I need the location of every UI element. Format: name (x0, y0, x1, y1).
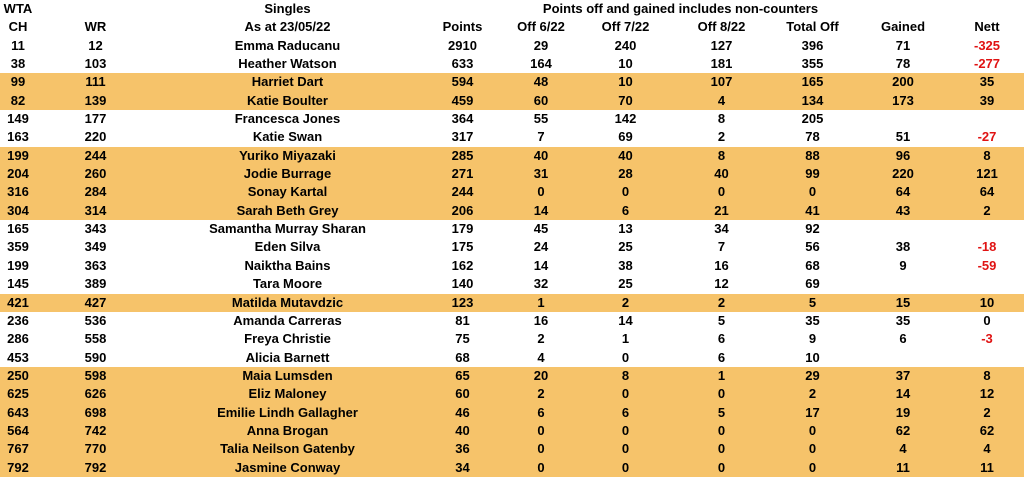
cell-wr: 12 (88, 37, 103, 53)
cell-gained: 43 (895, 202, 911, 218)
cell-player: Eden Silva (254, 239, 321, 255)
column-header-off-6-22: Off 6/22 (517, 19, 565, 35)
cell-wr: 427 (84, 294, 107, 310)
cell-ch: 304 (7, 202, 29, 218)
cell-gained: 71 (895, 37, 911, 53)
cell-off-8-22: 16 (714, 257, 729, 273)
cell-off-6-22: 31 (533, 166, 549, 182)
cell-points: 175 (451, 239, 474, 255)
cell-total-off: 10 (805, 349, 820, 365)
cell-nett: 11 (980, 459, 994, 475)
cell-wr: 698 (84, 404, 107, 420)
cell-off-6-22: 20 (533, 367, 549, 383)
cell-off-6-22: 32 (533, 276, 549, 292)
cell-off-7-22: 6 (621, 404, 630, 420)
cell-gained: 14 (895, 386, 911, 402)
cell-wr: 389 (84, 276, 107, 292)
cell-off-8-22: 6 (717, 331, 726, 347)
column-header-wr: WR (84, 19, 107, 35)
cell-ch: 643 (7, 404, 29, 420)
column-header-points: Points (442, 19, 483, 35)
cell-ch: 767 (7, 441, 29, 457)
cell-points: 36 (455, 441, 470, 457)
cell-off-6-22: 0 (537, 441, 545, 457)
cell-points: 206 (451, 202, 474, 218)
cell-player: Emma Raducanu (234, 37, 341, 53)
cell-player: Heather Watson (238, 56, 337, 72)
table-row (0, 37, 1024, 55)
cell-ch: 286 (7, 331, 29, 347)
cell-nett: -27 (977, 129, 997, 145)
cell-off-7-22: 25 (618, 276, 633, 292)
cell-off-7-22: 13 (618, 221, 633, 237)
singles-label: Singles (264, 1, 311, 16)
cell-off-7-22: 142 (614, 111, 637, 127)
cell-off-6-22: 29 (533, 37, 549, 53)
cell-ch: 453 (7, 349, 29, 365)
cell-player: Freya Christie (244, 331, 331, 347)
cell-player: Anna Brogan (246, 422, 329, 438)
cell-player: Katie Boulter (247, 92, 328, 108)
table-row (0, 165, 1024, 183)
cell-off-8-22: 127 (710, 37, 733, 53)
cell-total-off: 0 (808, 441, 817, 457)
cell-off-7-22: 69 (618, 129, 633, 145)
cell-off-7-22: 70 (618, 92, 633, 108)
cell-total-off: 355 (801, 56, 824, 72)
cell-off-6-22: 0 (537, 422, 545, 438)
cell-off-7-22: 6 (621, 202, 630, 218)
cell-off-6-22: 2 (537, 386, 545, 402)
cell-nett: 35 (979, 74, 995, 90)
cell-nett: -277 (973, 56, 1001, 72)
cell-ch: 236 (7, 312, 29, 328)
cell-player: Jodie Burrage (243, 166, 332, 182)
cell-player: Harriet Dart (251, 74, 324, 90)
cell-points: 594 (451, 74, 474, 90)
cell-ch: 163 (7, 129, 29, 145)
table-row (0, 422, 1024, 440)
cell-nett: 39 (979, 92, 995, 108)
cell-total-off: 92 (805, 221, 820, 237)
cell-points: 271 (451, 166, 474, 182)
cell-ch: 165 (7, 221, 29, 237)
cell-off-6-22: 14 (533, 257, 549, 273)
cell-off-7-22: 40 (618, 147, 633, 163)
cell-total-off: 0 (808, 459, 817, 475)
table-row (0, 440, 1024, 458)
cell-gained: 11 (896, 459, 910, 475)
cell-off-6-22: 164 (530, 56, 552, 72)
cell-off-6-22: 0 (537, 184, 545, 200)
cell-nett: 8 (983, 367, 991, 383)
table-row (0, 312, 1024, 330)
cell-ch: 99 (10, 74, 26, 90)
column-header-nett: Nett (974, 19, 1000, 35)
cell-total-off: 56 (805, 239, 820, 255)
cell-wr: 139 (84, 92, 107, 108)
cell-player: Samantha Murray Sharan (209, 221, 366, 237)
cell-points: 633 (451, 56, 474, 72)
cell-gained: 51 (895, 129, 911, 145)
cell-off-7-22: 0 (621, 422, 630, 438)
cell-points: 34 (455, 459, 470, 475)
cell-gained: 19 (895, 404, 911, 420)
cell-off-8-22: 0 (717, 422, 726, 438)
wta-label: WTA (3, 1, 33, 16)
cell-player: Sonay Kartal (247, 184, 328, 200)
cell-off-8-22: 4 (717, 92, 726, 108)
cell-player: Maia Lumsden (242, 367, 333, 383)
cell-wr: 260 (84, 166, 107, 182)
cell-ch: 38 (10, 56, 26, 72)
cell-total-off: 17 (805, 404, 820, 420)
cell-gained: 9 (899, 257, 907, 273)
cell-player: Talia Neilson Gatenby (220, 441, 355, 457)
cell-total-off: 134 (801, 92, 824, 108)
table-row (0, 257, 1024, 275)
table-row (0, 275, 1024, 293)
cell-ch: 792 (7, 459, 29, 475)
cell-total-off: 9 (808, 331, 817, 347)
column-header-player: As at 23/05/22 (244, 19, 331, 35)
cell-total-off: 5 (808, 294, 817, 310)
cell-off-8-22: 0 (717, 441, 726, 457)
cell-ch: 359 (7, 239, 29, 255)
cell-points: 364 (451, 111, 474, 127)
cell-wr: 363 (84, 257, 107, 273)
cell-total-off: 68 (805, 257, 820, 273)
table-row (0, 110, 1024, 128)
column-header-off-8-22: Off 8/22 (697, 19, 746, 35)
cell-gained: 220 (892, 166, 914, 182)
table-row (0, 385, 1024, 403)
cell-gained: 64 (895, 184, 911, 200)
cell-wr: 314 (84, 202, 107, 218)
cell-ch: 250 (7, 367, 29, 383)
cell-wr: 626 (84, 386, 107, 402)
cell-total-off: 165 (801, 74, 824, 90)
cell-wr: 598 (84, 367, 107, 383)
cell-total-off: 396 (801, 37, 824, 53)
cell-wr: 220 (84, 129, 107, 145)
cell-off-8-22: 40 (714, 166, 729, 182)
cell-player: Amanda Carreras (233, 312, 342, 328)
cell-off-7-22: 8 (621, 367, 630, 383)
cell-off-6-22: 60 (533, 92, 549, 108)
cell-gained: 96 (895, 147, 911, 163)
cell-ch: 199 (7, 257, 29, 273)
cell-wr: 111 (85, 74, 106, 90)
table-row (0, 73, 1024, 91)
cell-off-8-22: 8 (717, 147, 726, 163)
cell-total-off: 78 (805, 129, 820, 145)
cell-off-7-22: 0 (621, 441, 630, 457)
cell-off-8-22: 181 (710, 56, 733, 72)
cell-off-7-22: 0 (621, 386, 630, 402)
cell-off-8-22: 5 (717, 404, 726, 420)
cell-gained: 38 (895, 239, 911, 255)
table-row (0, 183, 1024, 201)
table-row (0, 404, 1024, 422)
cell-off-6-22: 4 (537, 349, 545, 365)
cell-wr: 103 (84, 56, 107, 72)
cell-player: Emilie Lindh Gallagher (217, 404, 358, 420)
cell-off-6-22: 14 (533, 202, 549, 218)
table-row (0, 367, 1024, 385)
cell-player: Tara Moore (252, 276, 323, 292)
cell-player: Alicia Barnett (245, 349, 330, 365)
cell-player: Matilda Mutavdzic (231, 294, 344, 310)
cell-total-off: 41 (805, 202, 820, 218)
cell-off-7-22: 28 (618, 166, 633, 182)
cell-total-off: 0 (808, 184, 817, 200)
table-row (0, 459, 1024, 477)
cell-ch: 564 (7, 422, 29, 438)
cell-total-off: 29 (805, 367, 820, 383)
cell-off-7-22: 38 (618, 257, 633, 273)
cell-points: 179 (451, 221, 474, 237)
cell-nett: -3 (981, 331, 993, 347)
cell-off-8-22: 0 (717, 459, 726, 475)
cell-ch: 625 (7, 386, 29, 402)
cell-player: Jasmine Conway (234, 459, 341, 475)
cell-nett: 4 (983, 441, 991, 457)
cell-points: 65 (455, 367, 470, 383)
cell-total-off: 35 (805, 312, 820, 328)
cell-player: Naiktha Bains (244, 257, 331, 273)
cell-total-off: 99 (805, 166, 820, 182)
cell-nett: 8 (983, 147, 991, 163)
cell-gained: 173 (892, 92, 914, 108)
cell-off-8-22: 0 (717, 386, 726, 402)
cell-gained: 15 (895, 294, 911, 310)
cell-off-8-22: 12 (714, 276, 729, 292)
column-header-total-off: Total Off (786, 19, 839, 35)
cell-wr: 349 (84, 239, 107, 255)
table-row (0, 220, 1024, 238)
cell-ch: 11 (11, 37, 25, 53)
cell-gained: 4 (899, 441, 907, 457)
column-header-ch: CH (8, 19, 28, 35)
cell-points: 285 (451, 147, 474, 163)
cell-ch: 421 (7, 294, 29, 310)
cell-off-8-22: 2 (717, 129, 726, 145)
cell-points: 46 (455, 404, 470, 420)
cell-off-7-22: 10 (618, 56, 633, 72)
cell-points: 68 (455, 349, 470, 365)
cell-total-off: 0 (808, 422, 817, 438)
cell-gained: 37 (895, 367, 911, 383)
cell-total-off: 69 (805, 276, 820, 292)
cell-player: Yuriko Miyazaki (239, 147, 336, 163)
cell-gained: 78 (895, 56, 911, 72)
cell-nett: 10 (979, 294, 995, 310)
cell-points: 2910 (448, 37, 477, 53)
cell-off-8-22: 0 (717, 184, 726, 200)
cell-nett: -59 (977, 257, 997, 273)
cell-off-8-22: 34 (714, 221, 729, 237)
cell-points: 317 (451, 129, 474, 145)
cell-off-7-22: 0 (621, 349, 630, 365)
cell-total-off: 2 (808, 386, 817, 402)
cell-off-7-22: 0 (621, 459, 630, 475)
cell-off-6-22: 7 (537, 129, 545, 145)
cell-off-6-22: 6 (537, 404, 545, 420)
table-row (0, 349, 1024, 367)
points-note-label: Points off and gained includes non-counters (542, 1, 819, 16)
cell-points: 75 (455, 331, 470, 347)
cell-points: 40 (455, 422, 470, 438)
table-row (0, 238, 1024, 256)
cell-total-off: 88 (805, 147, 820, 163)
cell-wr: 343 (84, 221, 107, 237)
cell-gained: 6 (899, 331, 907, 347)
table-row (0, 147, 1024, 165)
cell-off-8-22: 7 (717, 239, 726, 255)
cell-points: 459 (451, 92, 474, 108)
cell-off-8-22: 5 (717, 312, 726, 328)
cell-points: 244 (451, 184, 474, 200)
cell-points: 60 (455, 386, 470, 402)
column-header-off-7-22: Off 7/22 (601, 19, 650, 35)
cell-ch: 316 (7, 184, 29, 200)
table-body (0, 37, 1024, 477)
cell-wr: 590 (84, 349, 107, 365)
cell-wr: 770 (84, 441, 107, 457)
group-header-row (0, 0, 1024, 18)
cell-gained: 200 (892, 74, 914, 90)
cell-ch: 145 (7, 276, 29, 292)
cell-gained: 62 (895, 422, 911, 438)
column-header-row (0, 18, 1024, 36)
table-row (0, 294, 1024, 312)
cell-gained: 35 (895, 312, 911, 328)
cell-off-6-22: 55 (533, 111, 549, 127)
cell-off-7-22: 10 (618, 74, 633, 90)
cell-off-8-22: 1 (717, 367, 726, 383)
table-row (0, 330, 1024, 348)
cell-wr: 558 (84, 331, 107, 347)
cell-wr: 177 (84, 111, 107, 127)
cell-nett: 2 (983, 202, 991, 218)
cell-off-6-22: 0 (537, 459, 545, 475)
cell-ch: 82 (10, 92, 26, 108)
table-row (0, 92, 1024, 110)
cell-ch: 199 (7, 147, 29, 163)
cell-nett: -325 (973, 37, 1001, 53)
cell-points: 162 (451, 257, 474, 273)
cell-off-8-22: 8 (717, 111, 726, 127)
cell-off-8-22: 107 (710, 74, 733, 90)
cell-off-6-22: 45 (533, 221, 549, 237)
cell-player: Francesca Jones (234, 111, 341, 127)
cell-points: 81 (455, 312, 470, 328)
cell-off-8-22: 6 (717, 349, 726, 365)
cell-off-8-22: 2 (717, 294, 726, 310)
cell-player: Eliz Maloney (248, 386, 327, 402)
cell-ch: 204 (7, 166, 29, 182)
cell-off-7-22: 0 (621, 184, 630, 200)
cell-player: Sarah Beth Grey (236, 202, 339, 218)
cell-total-off: 205 (801, 111, 824, 127)
cell-wr: 284 (84, 184, 107, 200)
cell-nett: 2 (983, 404, 991, 420)
cell-off-7-22: 14 (618, 312, 633, 328)
cell-wr: 742 (84, 422, 107, 438)
cell-off-7-22: 25 (618, 239, 633, 255)
cell-off-6-22: 1 (537, 294, 545, 310)
table-row (0, 202, 1024, 220)
cell-nett: 62 (979, 422, 995, 438)
cell-ch: 149 (7, 111, 29, 127)
cell-points: 123 (451, 294, 474, 310)
cell-off-7-22: 2 (621, 294, 630, 310)
cell-off-6-22: 24 (533, 239, 549, 255)
table-row (0, 55, 1024, 73)
cell-nett: 121 (976, 166, 998, 182)
cell-nett: 12 (979, 386, 995, 402)
table-row (0, 128, 1024, 146)
cell-wr: 536 (84, 312, 107, 328)
cell-off-6-22: 2 (537, 331, 545, 347)
cell-player: Katie Swan (252, 129, 323, 145)
cell-nett: 64 (979, 184, 995, 200)
cell-off-7-22: 1 (621, 331, 630, 347)
cell-nett: 0 (983, 312, 991, 328)
column-header-gained: Gained (880, 19, 926, 35)
cell-off-6-22: 48 (533, 74, 549, 90)
cell-off-6-22: 16 (533, 312, 549, 328)
cell-off-8-22: 21 (714, 202, 729, 218)
cell-wr: 244 (84, 147, 107, 163)
cell-nett: -18 (977, 239, 997, 255)
cell-off-6-22: 40 (533, 147, 549, 163)
cell-wr: 792 (84, 459, 107, 475)
cell-points: 140 (451, 276, 474, 292)
cell-off-7-22: 240 (614, 37, 637, 53)
